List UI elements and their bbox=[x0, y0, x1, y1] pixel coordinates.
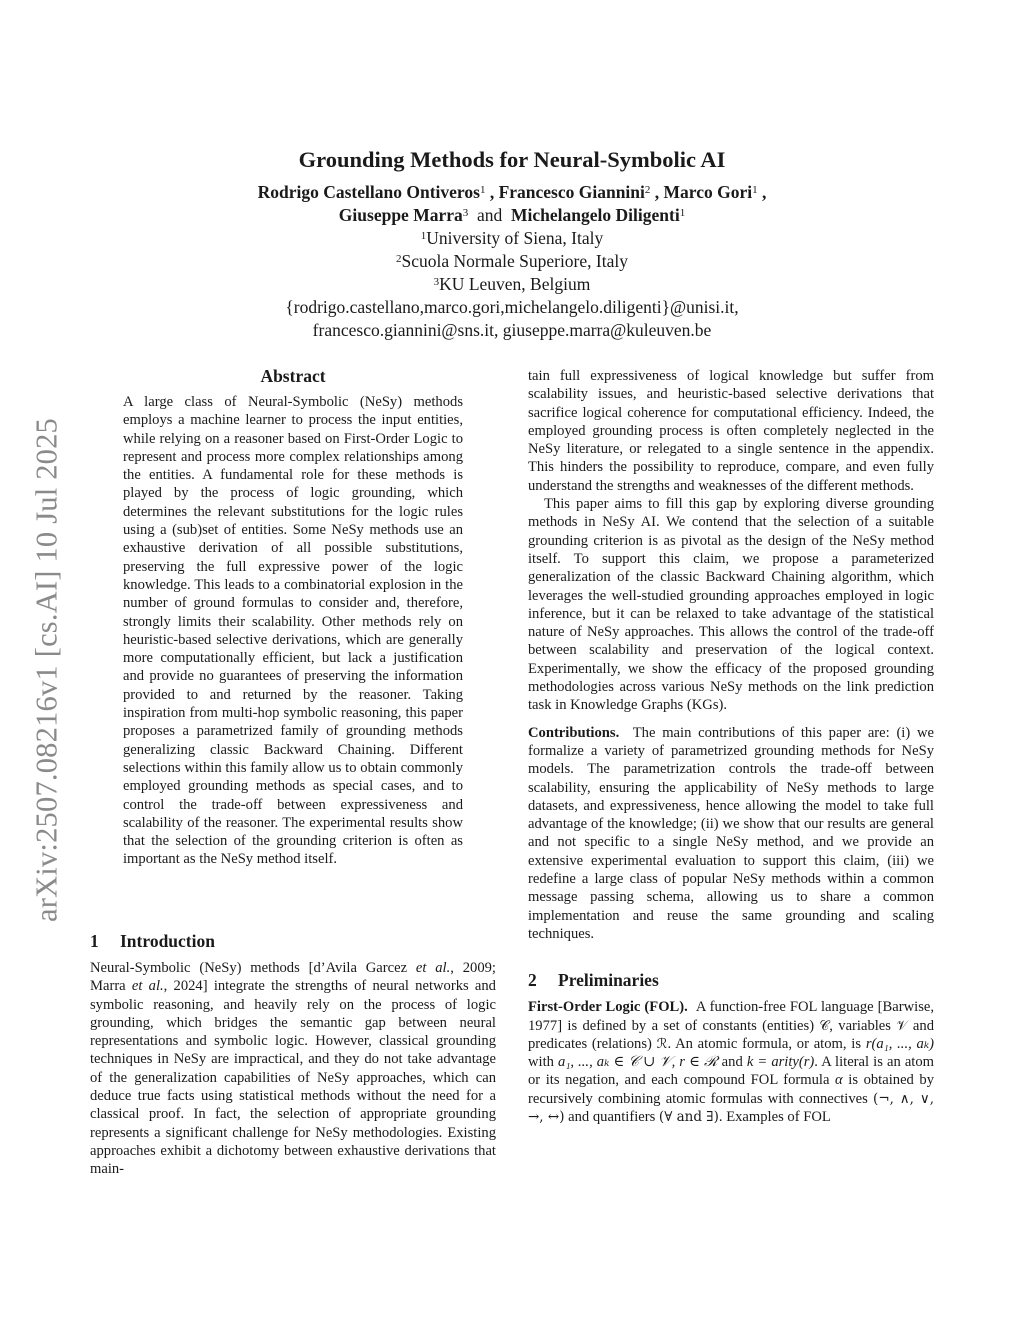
body-paragraph: This paper aims to fill this gap by exploring diverse grounding methods in NeSy AI. We contend that the selection of a suitable grounding criterion is as pivotal as the design of the NeSy method itself. To support this claim, we propose a parameterized generalization of the classic Backward Chaining algorithm, which leverages the well-studied grounding approaches employed in logic inference, but it can be relaxed to take advantage of the statistical nature of NeSy approaches. This allows the control of the trade-off between scalability and preservation of the logical context. Experimentally, we show the efficacy of the proposed grounding methodologies across various NeSy methods on the link prediction task in Knowledge Graphs (KGs). bbox=[528, 496, 934, 714]
affiliation bbox=[0, 250, 1024, 273]
math-expression: a₁, ..., aₖ ∈ 𝒞 ∪ 𝒱, r ∈ ℛ bbox=[558, 1054, 718, 1071]
abstract-section bbox=[123, 365, 463, 869]
email-line: {rodrigo.castellano,marco.gori,michelangelo.diligenti}@unisi.it, bbox=[285, 297, 739, 317]
affiliation-mark: 1 bbox=[420, 230, 427, 242]
right-column bbox=[528, 367, 934, 1126]
section-number: 2 bbox=[528, 970, 537, 991]
affiliation-mark: 3 bbox=[433, 276, 440, 288]
math-symbol: ℛ bbox=[656, 1035, 668, 1052]
paper-header bbox=[0, 145, 1024, 342]
author-list: Rodrigo Castellano Ontiveros$^1$ , Francesco Giannini$^2$ , Marco Gori$^1$ , Giuseppe Marra$^3$ and Michelangelo Diligenti$^1$ bbox=[257, 182, 767, 225]
paragraph-text: is obtained by recursively combining atomic formulas with connectives bbox=[528, 1072, 935, 1107]
affiliation-text: University of Siena, Italy bbox=[426, 228, 604, 248]
spacer bbox=[528, 943, 934, 969]
author-affiliation-mark: 1 bbox=[679, 207, 686, 219]
paragraph-text: Neural-Symbolic (NeSy) methods [d’Avila Garcez bbox=[90, 960, 416, 976]
section-heading bbox=[528, 969, 934, 991]
paragraph-text: A function-free FOL language [Barwise, 1977] is defined by a set of constants (entities) bbox=[528, 999, 934, 1034]
section-title: Introduction bbox=[120, 931, 215, 951]
run-in-heading: Contributions. bbox=[528, 724, 620, 741]
email-line: francesco.giannini@sns.it, giuseppe.marra@kuleuven.be bbox=[312, 320, 712, 340]
math-expression: (¬, ∧, ∨, →, ↔) bbox=[528, 1090, 934, 1125]
paragraph-text: . Examples of FOL bbox=[718, 1108, 831, 1125]
contributions-paragraph bbox=[528, 724, 934, 944]
paragraph-text: , variables bbox=[829, 1017, 897, 1034]
section-title: Preliminaries bbox=[558, 970, 659, 991]
math-symbol: 𝒱 bbox=[896, 1017, 908, 1034]
math-symbol: α bbox=[835, 1072, 843, 1089]
section-number: 1 bbox=[90, 931, 99, 951]
author-affiliation-mark: 2 bbox=[644, 184, 651, 196]
citation-etal: et al. bbox=[131, 978, 164, 995]
abstract-text: A large class of Neural-Symbolic (NeSy) methods employs a machine learner to process the input entities, while relying on a reasoner based on First-Order Logic to represent and process more complex relationships among the entities. A fundamental role for these methods is played by the process of logic grounding, which determines the relevant substitutions for the logic rules using a (sub)set of entities. Some NeSy methods use an exhaustive derivation of all possible substitutions, preserving the full expressive power of the logic knowledge. This leads to a combinatorial explosion in the number of ground formulas to consider and, therefore, strongly limits their scalability. Other methods rely on heuristic-based selective derivations, which are generally more computationally efficient, but lack a justification and provide no guarantees of preserving the information provided to and returned by the reasoner. Taking inspiration from multi-hop symbolic reasoning, this paper proposes a parametrized family of grounding methods generalizing classic Backward Chaining. Different selections within this family allow us to obtain commonly employed grounding methods as special cases, and to control the trade-off between expressiveness and scalability of the reasoner. The experimental results show that the selection of the grounding criterion is often as important as the NeSy method itself. bbox=[123, 394, 463, 868]
author-name: Giuseppe Marra bbox=[338, 205, 463, 225]
paragraph-text: with bbox=[528, 1054, 559, 1071]
author-name: Marco Gori bbox=[663, 182, 753, 202]
intro-paragraph bbox=[90, 959, 496, 1179]
arxiv-stamp bbox=[26, 380, 68, 960]
run-in-heading: First-Order Logic (FOL). bbox=[528, 999, 688, 1016]
body-paragraph: tain full expressiveness of logical knowledge but suffer from scalability issues, and heuristic-based selective derivations that sacrifice logical coherence for computational efficiency. Indeed, the employed grounding process is often completely neglected in the NeSy literature, or relegated to a single sentence in the appendix. This hinders the possibility to reproduce, compare, and even fully understand the strengths and weaknesses of the different methods. bbox=[528, 368, 934, 494]
abstract-heading: Abstract bbox=[260, 366, 326, 386]
paragraph-text: . An atomic formula, or atom, is bbox=[667, 1035, 866, 1052]
paragraph-text: and predicates (relations) bbox=[528, 1017, 934, 1052]
affiliation-mark: 2 bbox=[396, 253, 402, 265]
paragraph-text: and quantifiers bbox=[564, 1108, 659, 1125]
introduction-section bbox=[90, 930, 496, 1179]
math-expression: r(a₁, ..., aₖ) bbox=[865, 1035, 935, 1052]
spacer bbox=[528, 715, 934, 724]
author-conjunction: and bbox=[477, 205, 503, 225]
affiliation-text: Scuola Normale Superiore, Italy bbox=[401, 251, 628, 271]
paragraph-text: , 2009; Marra bbox=[90, 960, 496, 995]
citation-etal: et al. bbox=[415, 960, 451, 976]
math-symbol: 𝒞 bbox=[819, 1017, 830, 1034]
author-affiliation-mark: 3 bbox=[462, 207, 469, 219]
section-heading bbox=[90, 930, 496, 952]
paragraph-text: . A literal is an atom or its negation, and each compound FOL formula bbox=[528, 1054, 935, 1089]
author-name: Michelangelo Diligenti bbox=[511, 205, 680, 225]
fol-paragraph bbox=[528, 998, 934, 1126]
paragraph-text: and bbox=[717, 1054, 747, 1071]
math-expression: k = arity(r) bbox=[746, 1054, 815, 1071]
affiliation bbox=[0, 227, 1024, 250]
affiliation-text: KU Leuven, Belgium bbox=[439, 274, 591, 294]
math-expression: (∀ and ∃) bbox=[658, 1108, 719, 1125]
author-name: Rodrigo Castellano Ontiveros bbox=[257, 182, 480, 202]
paragraph-text: The main contributions of this paper are: (i) we formalize a variety of parametrized grounding methods for NeSy models. The parametrization controls the trade-off between scalability, ensuring the applicability of NeSy methods to large datasets, and expressiveness, hence allowing the model to take full advantage of the knowledge; (ii) we show that our results are general and not specific to a single NeSy method, and we provide an extensive experimental evaluation to support this claim, (iii) we redefine a large class of popular NeSy methods within a common message passing schema, allowing us to share a common implementation and reuse the same grounding and scaling techniques. bbox=[528, 724, 934, 942]
arxiv-identifier: arXiv:2507.08216v1 [cs.AI] 10 Jul 2025 bbox=[29, 417, 64, 923]
author-affiliation-mark: 1 bbox=[479, 184, 486, 196]
author-name: Francesco Giannini bbox=[498, 182, 645, 202]
paper-title: Grounding Methods for Neural-Symbolic AI bbox=[298, 147, 726, 172]
author-affiliation-mark: 1 bbox=[752, 184, 758, 196]
affiliation bbox=[0, 273, 1024, 296]
paragraph-text: , 2024] integrate the strengths of neural networks and symbolic reasoning, and heavily rely on the process of logic grounding, which bridges the semantic gap between neural representations and symbolic logic. However, classical grounding techniques in NeSy are impractical, and they do not take advantage of the generalization capabilities of NeSy approaches, which can deduce true facts using statistical methods without the need for a classical proof. In fact, the selection of appropriate grounding represents a significant challenge for NeSy methodologies. Existing approaches exhibit a dichotomy between exhaustive derivations that main- bbox=[90, 978, 496, 1178]
